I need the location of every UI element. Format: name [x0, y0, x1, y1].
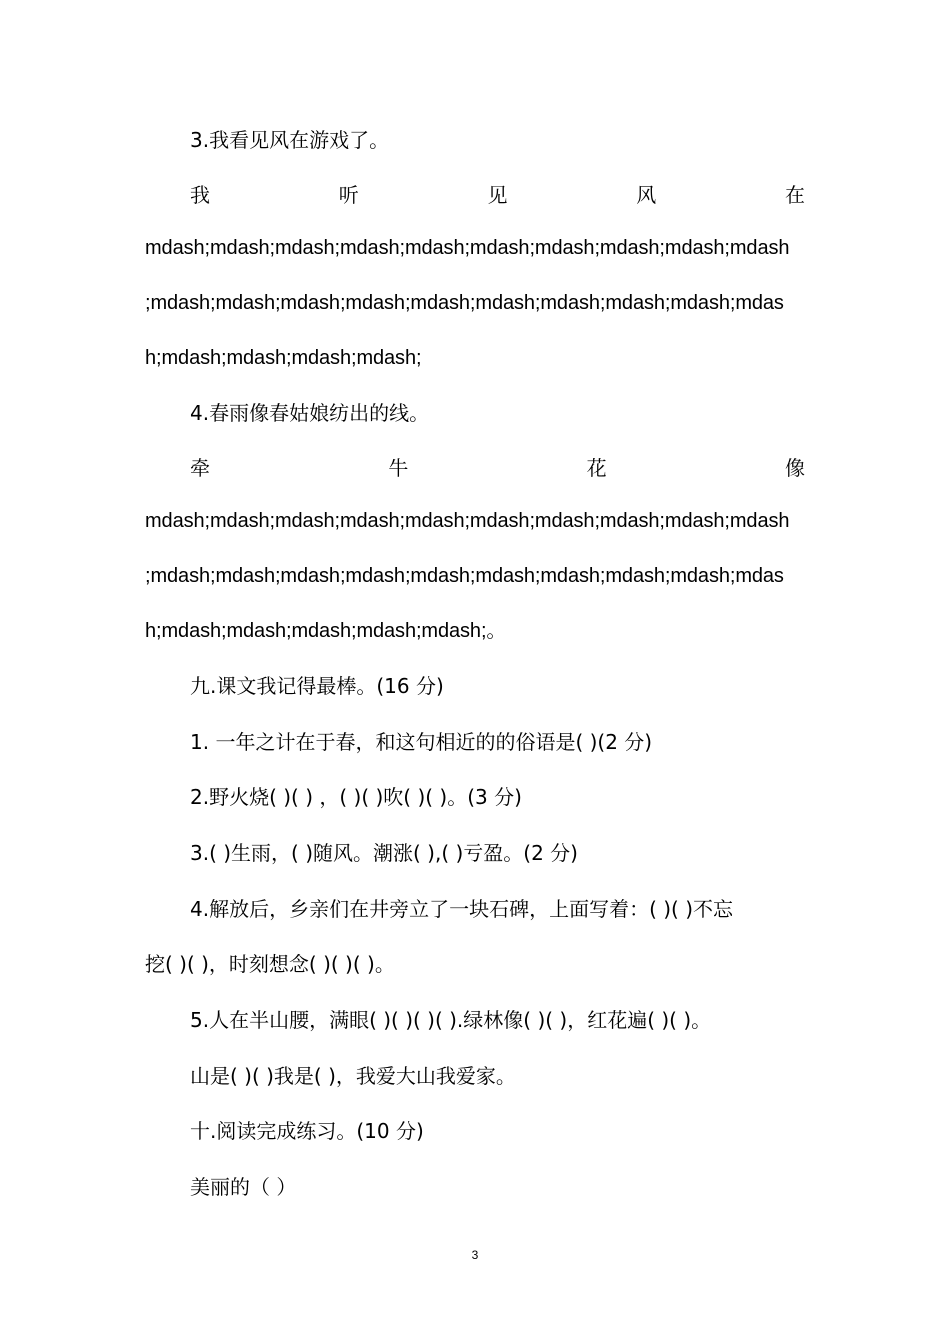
page-number: 3	[471, 1248, 479, 1262]
section-9-question-4-cont: 挖( )( )，时刻想念( )( )( )。	[145, 952, 395, 976]
section-9-heading: 九.课文我记得最棒。(16 分)	[190, 674, 444, 698]
question-3-prompt	[190, 181, 805, 209]
prompt-char: 牵	[190, 456, 210, 480]
prompt-char: 我	[190, 183, 210, 207]
section-9-question-2: 2.野火烧( )( ) ，( )( )吹( )( )。(3 分)	[190, 785, 522, 809]
answer-line: ;mdash;mdash;mdash;mdash;mdash;mdash;mdash;mdash;mdash;mdas	[145, 292, 784, 314]
prompt-char: 听	[338, 183, 359, 207]
question-4-prompt	[190, 454, 805, 482]
section-9-question-3: 3.( )生雨，( )随风。潮涨( ),( )亏盈。(2 分)	[190, 841, 578, 865]
prompt-char: 像	[784, 456, 805, 480]
question-3-sentence: 3.我看见风在游戏了。	[190, 128, 390, 152]
reading-title: 美丽的（ ）	[190, 1175, 297, 1199]
section-9-question-5: 5.人在半山腰，满眼( )( )( )( ).绿林像( )( )，红花遍( )( )。	[190, 1008, 712, 1032]
answer-line: h;mdash;mdash;mdash;mdash;mdash;。	[145, 620, 507, 642]
prompt-char: 花	[586, 456, 607, 480]
section-9-question-5-cont: 山是( )( )我是( )，我爱大山我爱家。	[190, 1064, 516, 1088]
prompt-char: 风	[636, 183, 657, 207]
question-4-sentence: 4.春雨像春姑娘纺出的线。	[190, 401, 430, 425]
section-10-heading: 十.阅读完成练习。(10 分)	[190, 1119, 424, 1143]
prompt-char: 在	[785, 183, 805, 207]
section-9-question-1: 1. 一年之计在于春，和这句相近的的俗语是( )(2 分)	[190, 730, 653, 754]
answer-line: h;mdash;mdash;mdash;mdash;	[145, 347, 422, 369]
section-9-question-4: 4.解放后，乡亲们在井旁立了一块石碑，上面写着：( )( )不忘	[190, 897, 734, 921]
prompt-char: 牛	[388, 456, 409, 480]
answer-line: mdash;mdash;mdash;mdash;mdash;mdash;mdash;mdash;mdash;mdash	[145, 237, 790, 259]
prompt-char: 见	[487, 183, 508, 207]
answer-line: mdash;mdash;mdash;mdash;mdash;mdash;mdash;mdash;mdash;mdash	[145, 510, 790, 532]
answer-line: ;mdash;mdash;mdash;mdash;mdash;mdash;mdash;mdash;mdash;mdas	[145, 565, 784, 587]
